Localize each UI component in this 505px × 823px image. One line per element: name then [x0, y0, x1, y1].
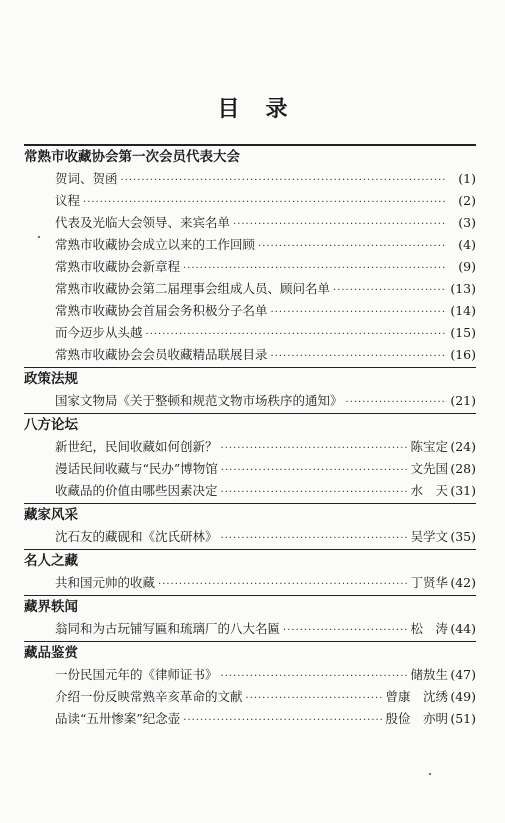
dot-leader [258, 236, 447, 258]
dot-leader [221, 460, 408, 482]
toc-entry[interactable] [24, 234, 476, 256]
entry-page-number: (51) [450, 711, 476, 726]
entry-title: 国家文物局《关于整顿和规范文物市场秩序的通知》 [55, 393, 343, 408]
entry-author: 文先国 [410, 461, 448, 476]
section-heading: 藏界轶闻 [24, 595, 476, 618]
entry-author: 储敖生 [410, 667, 448, 682]
dot-leader [271, 302, 447, 324]
dot-leader [221, 438, 408, 460]
toc-entry[interactable] [24, 322, 476, 344]
entry-title: 共和国元帅的收藏 [55, 575, 156, 590]
entry-title: 常熟市收藏协会首届会务积极分子名单 [55, 303, 268, 318]
toc-entry[interactable] [24, 618, 476, 640]
entry-title: 贺词、贺函 [55, 171, 118, 186]
section-heading: 八方论坛 [24, 413, 476, 436]
entry-title: 常熟市收藏协会第二届理事会组成人员、顾问名单 [55, 281, 331, 296]
toc-entry[interactable] [24, 168, 476, 190]
entry-page-number: (14) [450, 303, 476, 318]
toc-entry[interactable] [24, 436, 476, 458]
dot-leader [271, 346, 447, 368]
scan-speck [38, 236, 40, 238]
dot-leader [83, 192, 447, 214]
dot-leader [221, 666, 408, 688]
entry-page-number: (47) [450, 667, 476, 682]
entry-title: 新世纪，民间收藏如何创新？ [55, 439, 218, 454]
toc-entry[interactable] [24, 480, 476, 502]
section-heading: 名人之藏 [24, 549, 476, 572]
entry-title: 议程 [55, 193, 81, 208]
entry-page-number: (16) [450, 347, 476, 362]
entry-page-number: (21) [450, 393, 476, 408]
dot-leader [183, 710, 382, 732]
section-heading: 藏家风采 [24, 503, 476, 526]
dot-leader [146, 324, 447, 346]
entry-title: 而今迈步从头越 [55, 325, 143, 340]
entry-page-number: (9) [458, 259, 476, 274]
entry-title: 介绍一份反映常熟辛亥革命的文献 [55, 689, 243, 704]
entry-title: 品读“五卅惨案”纪念壶 [55, 711, 181, 726]
toc-entry[interactable] [24, 256, 476, 278]
entry-title: 代表及光临大会领导、来宾名单 [55, 215, 231, 230]
entry-page-number: (35) [450, 529, 476, 544]
entry-page-number: (2) [458, 193, 476, 208]
scan-speck [429, 773, 431, 775]
table-of-contents [24, 143, 476, 730]
toc-entry[interactable] [24, 390, 476, 412]
entry-author: 松 涛 [410, 621, 448, 636]
entry-page-number: (15) [450, 325, 476, 340]
dot-leader [233, 214, 447, 236]
entry-title: 一份民国元年的《律师证书》 [55, 667, 218, 682]
entry-page-number: (4) [458, 237, 476, 252]
toc-entry[interactable] [24, 686, 476, 708]
entry-title: 常熟市收藏协会成立以来的工作回顾 [55, 237, 256, 252]
entry-author: 丁贤华 [410, 575, 448, 590]
toc-entry[interactable] [24, 344, 476, 366]
toc-entry[interactable] [24, 190, 476, 212]
entry-title: 常熟市收藏协会新章程 [55, 259, 181, 274]
entry-author: 殷俭 亦明 [385, 711, 448, 726]
page-title: 目录 [217, 97, 314, 122]
dot-leader [283, 620, 407, 642]
entry-author: 吴学文 [410, 529, 448, 544]
toc-entry[interactable] [24, 664, 476, 686]
entry-page-number: (31) [450, 483, 476, 498]
toc-entry[interactable] [24, 300, 476, 322]
entry-page-number: (13) [450, 281, 476, 296]
entry-title: 沈石友的藏砚和《沈氏研林》 [55, 529, 218, 544]
entry-title: 漫话民间收藏与“民办”博物馆 [55, 461, 218, 476]
dot-leader [221, 482, 408, 504]
toc-entry[interactable] [24, 278, 476, 300]
dot-leader [158, 574, 407, 596]
dot-leader [246, 688, 383, 710]
toc-entry[interactable] [24, 526, 476, 548]
entry-title: 翁同和为古玩铺写匾和琉璃厂的八大名匾 [55, 621, 281, 636]
dot-leader [221, 528, 408, 550]
toc-entry[interactable] [24, 708, 476, 730]
entry-title: 收藏品的价值由哪些因素决定 [55, 483, 218, 498]
toc-entry[interactable] [24, 572, 476, 594]
entry-page-number: (42) [450, 575, 476, 590]
entry-page-number: (24) [450, 439, 476, 454]
entry-author: 水 天 [410, 483, 448, 498]
entry-page-number: (44) [450, 621, 476, 636]
entry-title: 常熟市收藏协会会员收藏精品联展目录 [55, 347, 268, 362]
dot-leader [333, 280, 447, 302]
section-heading: 藏品鉴赏 [24, 641, 476, 664]
toc-entry[interactable] [24, 212, 476, 234]
entry-page-number: (28) [450, 461, 476, 476]
entry-page-number: (1) [458, 171, 476, 186]
section-heading: 政策法规 [24, 367, 476, 390]
entry-author: 陈宝定 [410, 439, 448, 454]
dot-leader [183, 258, 447, 280]
dot-leader [346, 392, 447, 414]
dot-leader [121, 170, 447, 192]
entry-page-number: (49) [450, 689, 476, 704]
entry-author: 曾康 沈绣 [385, 689, 448, 704]
entry-page-number: (3) [458, 215, 476, 230]
toc-entry[interactable] [24, 458, 476, 480]
section-heading: 常熟市收藏协会第一次会员代表大会 [24, 144, 476, 168]
